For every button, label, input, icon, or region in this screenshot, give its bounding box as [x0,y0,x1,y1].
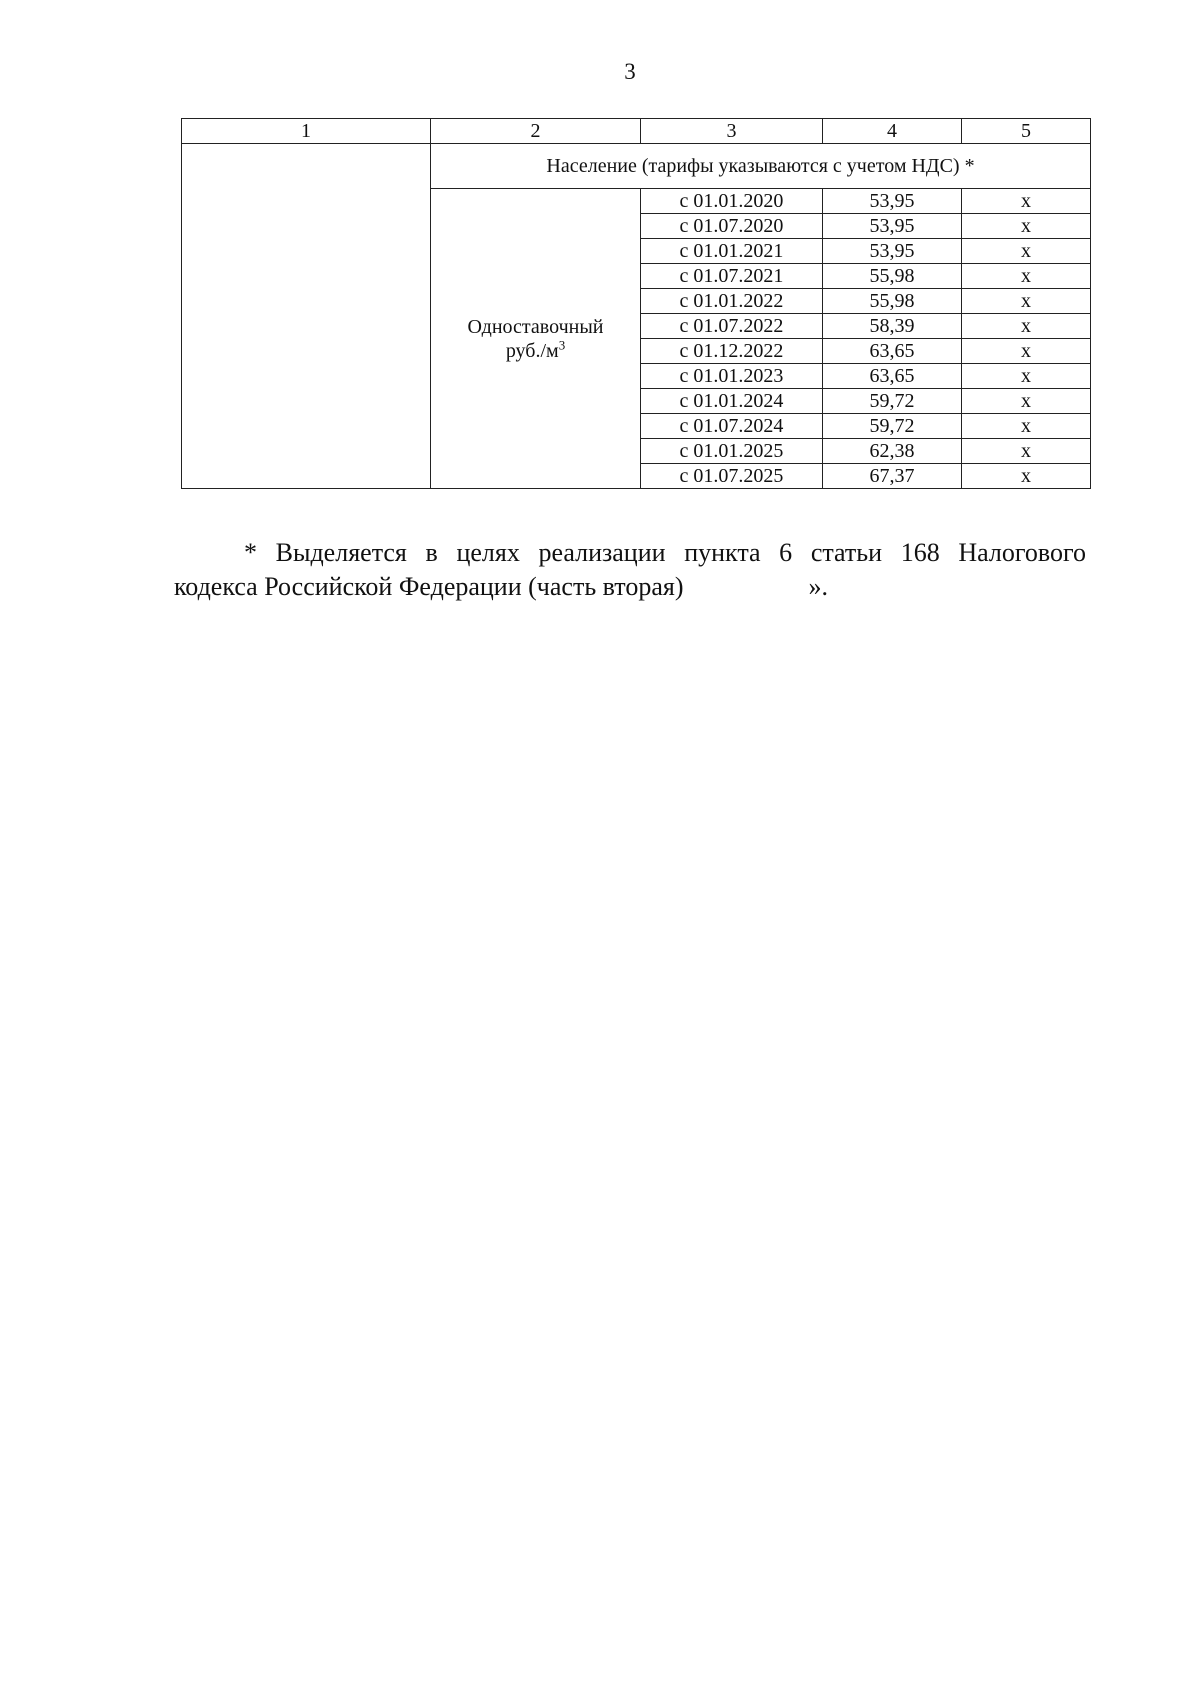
footnote-closing-quote: ». [808,572,828,601]
footnote-line-2 [174,570,1086,604]
footnote-line-1: * Выделяется в целях реализации пункта 6 статьи 168 Налогового [244,538,1086,567]
tariff-value-cell: 55,98 [823,289,962,314]
date-cell: с 01.07.2021 [641,264,823,289]
group-header-row [182,144,1091,189]
column-5-cell: х [962,389,1091,414]
tariff-value-cell: 63,65 [823,339,962,364]
column-5-cell: х [962,364,1091,389]
column-5-cell: х [962,264,1091,289]
page-number: 3 [624,59,636,84]
column-5-cell: х [962,439,1091,464]
tariff-value-cell: 59,72 [823,414,962,439]
column-1-blank-cell [182,144,431,489]
tariff-value-cell: 55,98 [823,264,962,289]
column-number-3: 3 [641,119,823,144]
column-number-1: 1 [182,119,431,144]
tariff-value-cell: 53,95 [823,239,962,264]
tariff-type-cell [431,189,641,489]
date-cell: с 01.01.2023 [641,364,823,389]
column-5-cell: х [962,414,1091,439]
tariff-value-cell: 53,95 [823,189,962,214]
column-number-4: 4 [823,119,962,144]
date-cell: с 01.07.2024 [641,414,823,439]
column-5-cell: х [962,314,1091,339]
date-cell: с 01.01.2021 [641,239,823,264]
date-cell: с 01.07.2020 [641,214,823,239]
date-cell: с 01.01.2020 [641,189,823,214]
date-cell: с 01.07.2025 [641,464,823,489]
unit-exponent: 3 [558,336,566,352]
group-header: Население (тарифы указываются с учетом НДС) * [431,144,1091,189]
column-5-cell: х [962,289,1091,314]
column-5-cell: х [962,214,1091,239]
date-cell: с 01.01.2025 [641,439,823,464]
tariff-value-cell: 62,38 [823,439,962,464]
tariff-value-cell: 58,39 [823,314,962,339]
unit-label: руб./м [505,339,559,362]
tariff-value-cell: 63,65 [823,364,962,389]
tariff-value-cell: 67,37 [823,464,962,489]
tariff-value-cell: 59,72 [823,389,962,414]
column-5-cell: х [962,189,1091,214]
tariff-type-label: Одноставочный [467,315,604,338]
footnote [174,536,1086,604]
column-5-cell: х [962,339,1091,364]
tariff-value-cell: 53,95 [823,214,962,239]
column-5-cell: х [962,464,1091,489]
column-5-cell: х [962,239,1091,264]
column-number-5: 5 [962,119,1091,144]
column-number-row [182,119,1091,144]
date-cell: с 01.01.2022 [641,289,823,314]
date-cell: с 01.07.2022 [641,314,823,339]
footnote-line-2-text: кодекса Российской Федерации (часть вторая) [174,572,684,601]
column-number-2: 2 [431,119,641,144]
tariff-table [181,118,1091,489]
date-cell: с 01.01.2024 [641,389,823,414]
date-cell: с 01.12.2022 [641,339,823,364]
